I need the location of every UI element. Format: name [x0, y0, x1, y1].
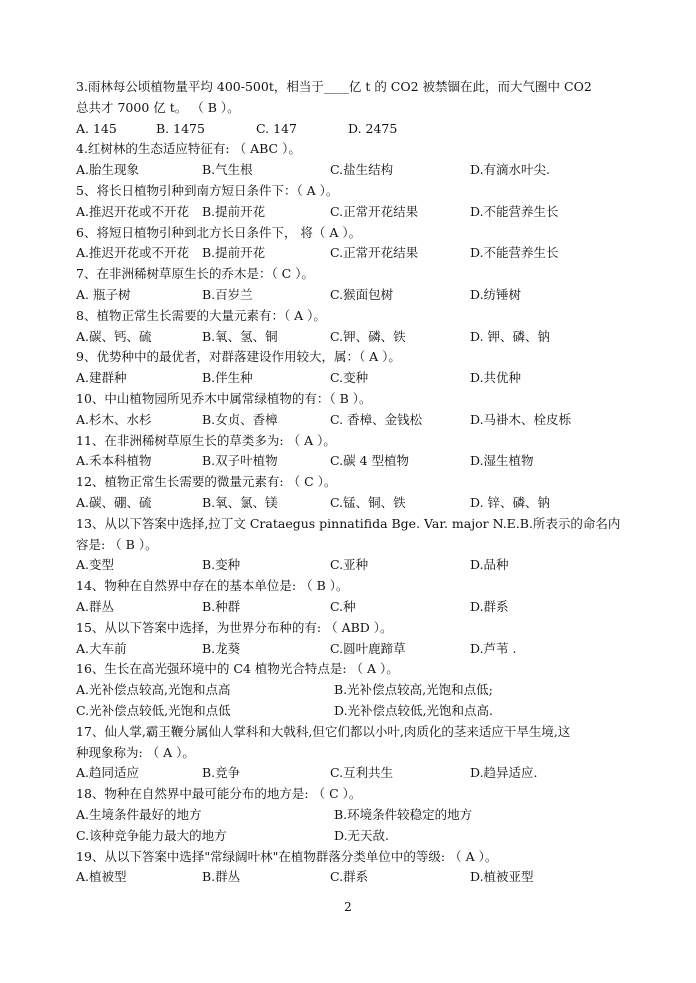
option-row: [0, 201, 696, 222]
answer-option: D.纺锤树: [470, 287, 522, 302]
option-row: [0, 159, 696, 180]
answer-option: B.环境条件较稳定的地方: [334, 807, 473, 822]
answer-option: C.种: [330, 599, 356, 614]
question-stem-text: 9、优势种中的最优者，对群落建设作用较大，属：（ A ）。: [76, 349, 401, 365]
answer-option: B.百岁兰: [202, 287, 253, 302]
question-stem-text: 容是: （ B ）。: [76, 536, 158, 552]
question-stem-line: [0, 430, 696, 451]
answer-option: A.变型: [76, 557, 115, 573]
answer-option: D.群系: [470, 599, 509, 614]
answer-option: C.猴面包树: [330, 287, 394, 302]
answer-option: A.碳、硼、硫: [76, 495, 152, 510]
answer-option: A. 145: [76, 120, 117, 136]
question-stem-line: [0, 305, 696, 326]
question-stem-line: [0, 534, 696, 555]
question-stem-text: 5、将长日植物引种到南方短日条件下：（ A ）。: [76, 183, 339, 198]
answer-option: C. 香樟、金钱松: [330, 411, 423, 427]
answer-option: B.龙葵: [202, 640, 241, 656]
answer-option: C.互利共生: [330, 765, 394, 781]
option-row: [0, 284, 696, 305]
question-stem-text: 种现象称为: （ A ）。: [76, 744, 195, 760]
answer-option: A.碳、钙、硫: [76, 328, 152, 344]
option-row: [0, 825, 696, 846]
question-stem-text: 19、从以下答案中选择"常绿阔叶林"在植物群落分类单位中的等级: （ A ）。: [76, 848, 498, 864]
option-row: [0, 554, 696, 575]
answer-option: B.群丛: [202, 869, 241, 885]
question-stem-text: 12、植物正常生长需要的微量元素有: （ C ）。: [76, 474, 337, 490]
option-row: [0, 118, 696, 139]
question-stem-text: 8、植物正常生长需要的大量元素有：（ A ）。: [76, 307, 326, 323]
question-stem-text: 6、将短日植物引种到北方长日条件下， 将（ A ）。: [76, 224, 362, 240]
question-stem-text: 13、从以下答案中选择,拉丁文 Crataegus pinnatifida Bge. Var. major N.E.B.所表示的命名内: [76, 515, 621, 531]
question-stem-line: [0, 846, 696, 867]
answer-option: B.提前开花: [202, 245, 266, 261]
answer-option: D.品种: [470, 557, 509, 573]
option-row: [0, 762, 696, 783]
page-number: 2: [344, 900, 352, 914]
question-stem-line: [0, 471, 696, 492]
answer-option: A.推迟开花或不开花: [76, 245, 190, 261]
answer-option: B.伴生种: [202, 370, 253, 386]
question-stem-line: [0, 180, 696, 201]
answer-option: D. 2475: [348, 120, 398, 136]
option-row: [0, 638, 696, 659]
question-stem-line: [0, 388, 696, 409]
question-stem-line: [0, 575, 696, 596]
option-row: [0, 804, 696, 825]
answer-option: A.杉木、水杉: [76, 411, 152, 427]
option-row: [0, 242, 696, 263]
answer-option: A.趋同适应: [76, 765, 140, 781]
answer-option: A.建群种: [76, 370, 127, 386]
answer-option: A.推迟开花或不开花: [76, 203, 190, 219]
option-row: [0, 866, 696, 887]
question-stem-text: 15、从以下答案中选择，为世界分布种的有: （ ABD ）。: [76, 619, 393, 635]
answer-option: A. 瓶子树: [76, 287, 131, 302]
answer-option: C.该种竞争能力最大的地方: [76, 827, 227, 843]
answer-option: B.变种: [202, 557, 241, 573]
answer-option: B.气生根: [202, 162, 253, 178]
question-stem-text: 18、物种在自然界中最可能分布的地方是: （ C ）。: [76, 786, 362, 802]
answer-option: C.正常开花结果: [330, 245, 419, 261]
answer-option: C.碳 4 型植物: [330, 453, 409, 469]
question-stem-line: [0, 138, 696, 159]
answer-option: B.种群: [202, 599, 241, 614]
question-stem-text: 11、在非洲稀树草原生长的草类多为: （ A ）。: [76, 432, 336, 448]
option-row: [0, 409, 696, 430]
answer-option: B.竞争: [202, 765, 241, 781]
answer-option: C.盐生结构: [330, 162, 394, 178]
answer-option: C.变种: [330, 370, 369, 386]
answer-option: D.趋异适应.: [470, 765, 538, 781]
question-stem-text: 14、物种在自然界中存在的基本单位是: （ B ）。: [76, 578, 349, 594]
answer-option: D.不能营养生长: [470, 203, 559, 219]
answer-option: C.群系: [330, 869, 369, 885]
answer-option: C.正常开花结果: [330, 203, 419, 219]
question-stem-text: 4.红树林的生态适应特征有: （ ABC ）。: [76, 141, 301, 157]
answer-option: D.湿生植物: [470, 453, 534, 469]
answer-option: A.大车前: [76, 640, 127, 656]
question-stem-text: 10、中山植物园所见乔木中属常绿植物的有：（ B ）。: [76, 391, 372, 406]
question-stem-line: [0, 222, 696, 243]
answer-option: A.生境条件最好的地方: [76, 807, 202, 822]
answer-option: A.群丛: [76, 599, 115, 614]
option-row: [0, 450, 696, 471]
answer-option: D.共优种: [470, 370, 522, 386]
answer-option: B.氧、氯、镁: [202, 495, 278, 510]
question-stem-text: 3.雨林每公顷植物量平均 400-500t，相当于____亿 t 的 CO2 被禁锢在此，而大气圈中 CO2: [76, 79, 592, 94]
question-stem-text: 7、在非洲稀树草原生长的乔木是：（ C ）。: [76, 266, 314, 282]
question-stem-line: [0, 742, 696, 763]
answer-option: A.胎生现象: [76, 162, 140, 178]
question-stem-line: [0, 658, 696, 679]
question-stem-line: [0, 263, 696, 284]
question-stem-line: [0, 617, 696, 638]
question-stem-line: [0, 513, 696, 534]
question-stem-line: [0, 721, 696, 742]
question-stem-text: 总共才 7000 亿 t。 （ B ）。: [76, 99, 240, 115]
answer-option: C.锰、铜、铁: [330, 495, 406, 510]
answer-option: B.光补偿点较高,光饱和点低;: [334, 682, 493, 698]
answer-option: C.亚种: [330, 557, 369, 573]
answer-option: D.芦苇 .: [470, 640, 517, 656]
option-row: [0, 700, 696, 721]
answer-option: D. 锌、磷、钠: [470, 495, 551, 510]
answer-option: D.植被亚型: [470, 869, 534, 885]
answer-option: D.无天敌.: [334, 827, 390, 843]
option-row: [0, 367, 696, 388]
option-row: [0, 596, 696, 617]
answer-option: D.有滴水叶尖.: [470, 162, 551, 178]
answer-option: C.光补偿点较低,光饱和点低: [76, 703, 231, 718]
answer-option: B.双子叶植物: [202, 453, 278, 469]
answer-option: B.提前开花: [202, 203, 266, 219]
answer-option: D.光补偿点较低,光饱和点高.: [334, 703, 493, 718]
answer-option: D.马褂木、栓皮栎: [470, 411, 572, 427]
answer-option: A.光补偿点较高,光饱和点高: [76, 682, 231, 698]
answer-option: B.氧、氢、铜: [202, 328, 278, 344]
answer-option: C.圆叶鹿蹄草: [330, 640, 406, 656]
answer-option: B. 1475: [156, 120, 205, 136]
answer-option: A.禾本科植物: [76, 453, 152, 469]
answer-option: D. 钾、磷、钠: [470, 328, 551, 344]
answer-option: D.不能营养生长: [470, 245, 559, 261]
question-stem-line: [0, 346, 696, 367]
answer-option: C. 147: [256, 120, 297, 136]
question-stem-text: 16、生长在高光强环境中的 C4 植物光合特点是: （ A ）。: [76, 661, 399, 677]
option-row: [0, 492, 696, 513]
question-stem-line: [0, 97, 696, 118]
option-row: [0, 326, 696, 347]
answer-option: B.女贞、香樟: [202, 411, 278, 427]
question-stem-line: [0, 783, 696, 804]
answer-option: A.植被型: [76, 869, 127, 885]
option-row: [0, 679, 696, 700]
answer-option: C.钾、磷、铁: [330, 328, 406, 344]
question-stem-line: [0, 76, 696, 97]
question-stem-text: 17、仙人掌,霸王鞭分属仙人掌科和大戟科,但它们都以小叶,肉质化的茎来适应干旱生境,这: [76, 723, 571, 739]
